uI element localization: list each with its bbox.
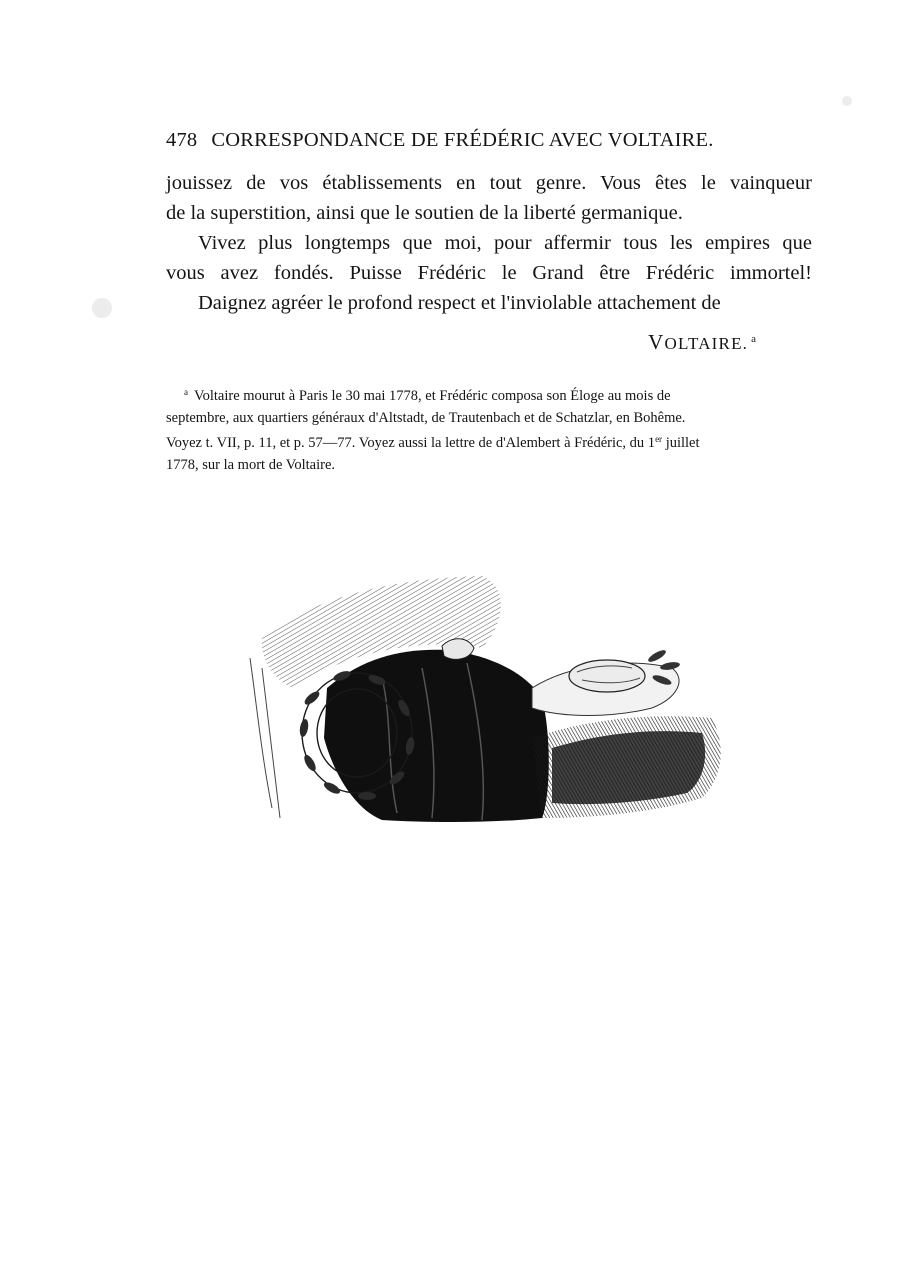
dark-cloak [324,650,549,822]
footnote-superscript: er [655,434,663,444]
body-line: Vivez plus longtemps que moi, pour affermir tous les empires que [198,232,812,254]
running-header [166,129,810,152]
head [569,660,645,692]
footnote-reference: a [751,333,756,345]
engraving-illustration [232,568,732,850]
page-number: 478 [166,129,198,151]
footnote-text: Voyez t. VII, p. 11, et p. 57—77. Voyez aussi la lettre de d'Alembert à Frédéric, du 1 [166,435,656,451]
paper-speck [92,298,112,318]
footnote-line [166,429,810,455]
bed-shadow-solid [552,731,705,804]
footnote-line: 1778, sur la mort de Voltaire. [166,456,336,473]
body-line: vous avez fondés. Puisse Frédéric le Grand être Frédéric immortel! [166,262,812,284]
footnote-mark: a [184,387,188,397]
letter-body [166,168,812,318]
sketch-strokes [250,658,280,818]
body-line: jouissez de vos établissements en tout genre. Vous êtes le vainqueur [166,172,812,194]
signature-name: OLTAIRE. [664,334,749,353]
body-line: Daignez agréer le profond respect et l'inviolable attachement de [198,292,721,314]
footnote [166,382,810,476]
footnote-line [166,382,810,408]
paper-speck [842,96,852,106]
running-title: CORRESPONDANCE DE FRÉDÉRIC AVEC VOLTAIRE. [211,129,714,151]
footnote-text: Voltaire mourut à Paris le 30 mai 1778, et Frédéric composa son Éloge au mois de [194,388,671,404]
footnote-text: juillet [662,435,700,451]
signature-initial: V [648,330,665,354]
footnote-line: septembre, aux quartiers généraux d'Altstadt, de Trautenbach et de Schatzlar, en Bohême. [166,409,686,426]
signature [560,330,756,355]
body-line: de la superstition, ainsi que le soutien de la liberté germanique. [166,202,683,224]
deathbed-engraving [232,568,732,850]
